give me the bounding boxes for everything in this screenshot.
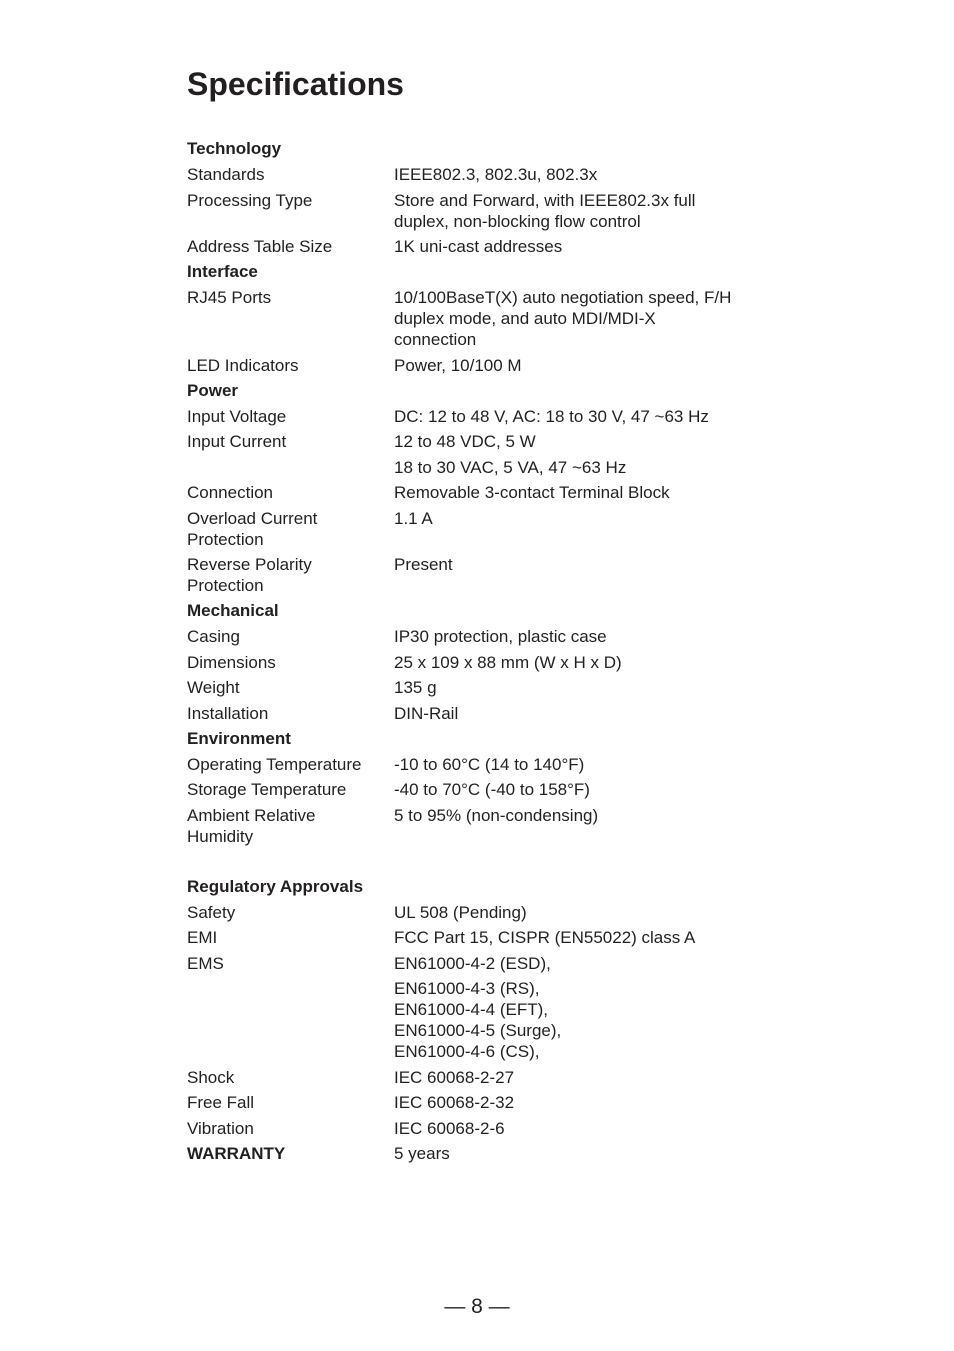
spec-label-line: Vibration bbox=[187, 1118, 254, 1138]
spec-row bbox=[187, 700, 787, 726]
spec-label bbox=[187, 805, 394, 847]
spec-value-line: Removable 3-contact Terminal Block bbox=[394, 483, 670, 502]
spec-label-line: Ambient Relative bbox=[187, 805, 316, 825]
spec-label-line: Operating Temperature bbox=[187, 754, 362, 774]
spec-value-line: duplex mode, and auto MDI/MDI-X bbox=[394, 309, 656, 328]
spec-row bbox=[187, 234, 787, 260]
spec-value-line: EN61000-4-3 (RS), bbox=[394, 979, 540, 998]
spec-label-line: Casing bbox=[187, 627, 240, 646]
spec-value bbox=[394, 626, 787, 647]
spec-value bbox=[394, 164, 787, 185]
spec-row bbox=[187, 1115, 787, 1141]
spec-label bbox=[187, 754, 394, 775]
section-heading: Power bbox=[187, 380, 239, 400]
spec-label-line: EMI bbox=[187, 928, 218, 947]
spec-label bbox=[187, 953, 394, 1063]
section-heading: Regulatory Approvals bbox=[187, 876, 364, 896]
spec-label-line: Input Current bbox=[187, 432, 287, 451]
spec-label bbox=[187, 164, 394, 185]
spec-value bbox=[394, 902, 787, 923]
spec-value-line: -40 to 70°C (-40 to 158°F) bbox=[394, 780, 590, 799]
spec-row bbox=[187, 429, 787, 480]
spec-value-line: connection bbox=[394, 330, 477, 349]
spec-value bbox=[394, 190, 787, 232]
spec-label bbox=[187, 1118, 394, 1139]
spec-value-line: DC: 12 to 48 V, AC: 18 to 30 V, 47 ~63 Hz bbox=[394, 406, 709, 426]
spec-label bbox=[187, 652, 394, 673]
spec-value-line: IEC 60068-2-32 bbox=[394, 1093, 515, 1112]
spec-row bbox=[187, 802, 787, 849]
spec-label-line: Safety bbox=[187, 902, 236, 922]
spec-value-line: EN61000-4-4 (EFT), bbox=[394, 1000, 548, 1019]
spec-value bbox=[394, 482, 787, 503]
spec-row bbox=[187, 950, 787, 1064]
section-heading: Interface bbox=[187, 262, 258, 281]
spec-label-line: Address Table Size bbox=[187, 237, 333, 256]
spec-value-line: 135 g bbox=[394, 678, 437, 697]
spec-value-line: UL 508 (Pending) bbox=[394, 902, 527, 922]
section-heading: Environment bbox=[187, 728, 291, 748]
spec-label-line: Free Fall bbox=[187, 1093, 255, 1112]
spec-value bbox=[394, 406, 787, 427]
spec-value-line: IEC 60068-2-27 bbox=[394, 1067, 515, 1087]
spec-label bbox=[187, 779, 394, 800]
spec-row bbox=[187, 505, 787, 552]
spec-label bbox=[187, 927, 394, 948]
spec-label-line: Overload Current bbox=[187, 508, 318, 528]
spec-value bbox=[394, 677, 787, 698]
warranty-label: WARRANTY bbox=[187, 1144, 286, 1163]
spec-row bbox=[187, 751, 787, 777]
spec-label bbox=[187, 482, 394, 503]
spec-value bbox=[394, 236, 787, 257]
spec-value bbox=[394, 508, 787, 550]
spec-label-line: Standards bbox=[187, 165, 265, 184]
section-heading: Technology bbox=[187, 139, 282, 158]
spec-label bbox=[187, 508, 394, 550]
spec-label-line: Dimensions bbox=[187, 652, 276, 672]
spec-value bbox=[394, 431, 787, 478]
section-heading: Mechanical bbox=[187, 601, 279, 620]
spec-row bbox=[187, 624, 787, 650]
spec-value bbox=[394, 1067, 787, 1088]
page-title: Specifications bbox=[187, 66, 404, 102]
spec-label-line: Protection bbox=[187, 529, 264, 549]
spec-value-line: 10/100BaseT(X) auto negotiation speed, F/H bbox=[394, 288, 732, 307]
spec-value-line: EN61000-4-2 (ESD), bbox=[394, 953, 551, 973]
spec-label bbox=[187, 190, 394, 232]
spec-row bbox=[187, 675, 787, 701]
spec-value bbox=[394, 953, 787, 1063]
section-gap bbox=[187, 849, 787, 874]
spec-label bbox=[187, 902, 394, 923]
specifications-table bbox=[187, 136, 787, 1166]
spec-row bbox=[187, 480, 787, 506]
spec-label bbox=[187, 703, 394, 724]
spec-value-line: -10 to 60°C (14 to 140°F) bbox=[394, 754, 585, 774]
spec-value-line: EN61000-4-6 (CS), bbox=[394, 1042, 540, 1061]
spec-label-line: Shock bbox=[187, 1067, 235, 1087]
spec-label-line: Reverse Polarity bbox=[187, 555, 312, 574]
spec-label-line: Protection bbox=[187, 576, 264, 595]
spec-label-line: Humidity bbox=[187, 826, 254, 846]
spec-label bbox=[187, 287, 394, 350]
spec-value-line: IEC 60068-2-6 bbox=[394, 1118, 505, 1138]
spec-label-line: Installation bbox=[187, 703, 269, 723]
spec-label-line: RJ45 Ports bbox=[187, 288, 272, 307]
spec-label bbox=[187, 406, 394, 427]
spec-value-line: Store and Forward, with IEEE802.3x full bbox=[394, 190, 696, 210]
spec-value bbox=[394, 805, 787, 847]
spec-label bbox=[187, 626, 394, 647]
spec-value bbox=[394, 927, 787, 948]
spec-row bbox=[187, 352, 787, 378]
spec-label bbox=[187, 1067, 394, 1088]
warranty-value: 5 years bbox=[394, 1144, 450, 1163]
spec-row bbox=[187, 285, 787, 353]
spec-value bbox=[394, 703, 787, 724]
spec-label-line: Processing Type bbox=[187, 190, 313, 210]
spec-value-line: 12 to 48 VDC, 5 W bbox=[394, 432, 536, 451]
spec-label bbox=[187, 554, 394, 596]
spec-row bbox=[187, 552, 787, 599]
spec-value-line: FCC Part 15, CISPR (EN55022) class A bbox=[394, 928, 696, 947]
spec-row bbox=[187, 1090, 787, 1116]
spec-row bbox=[187, 925, 787, 951]
spec-value bbox=[394, 652, 787, 673]
spec-value-line: 18 to 30 VAC, 5 VA, 47 ~63 Hz bbox=[394, 457, 627, 477]
spec-label-line: EMS bbox=[187, 953, 224, 973]
spec-value-line: 5 to 95% (non-condensing) bbox=[394, 805, 599, 825]
spec-value-line: duplex, non-blocking flow control bbox=[394, 211, 641, 231]
spec-label-line: Storage Temperature bbox=[187, 780, 347, 799]
spec-value bbox=[394, 779, 787, 800]
spec-value bbox=[394, 1092, 787, 1113]
spec-label-line: Weight bbox=[187, 678, 240, 697]
spec-row bbox=[187, 162, 787, 188]
spec-label bbox=[187, 431, 394, 478]
spec-row bbox=[187, 777, 787, 803]
spec-label-line: LED Indicators bbox=[187, 355, 299, 375]
spec-label bbox=[187, 1092, 394, 1113]
spec-label bbox=[187, 355, 394, 376]
spec-label bbox=[187, 236, 394, 257]
spec-label-line: Connection bbox=[187, 483, 274, 502]
spec-value-line: Present bbox=[394, 555, 453, 574]
spec-value bbox=[394, 355, 787, 376]
spec-label-line: Input Voltage bbox=[187, 406, 287, 426]
spec-value-line: IEEE802.3, 802.3u, 802.3x bbox=[394, 165, 598, 184]
spec-row bbox=[187, 899, 787, 925]
spec-value bbox=[394, 754, 787, 775]
spec-row bbox=[187, 403, 787, 429]
spec-row bbox=[187, 187, 787, 234]
spec-row bbox=[187, 1064, 787, 1090]
warranty-row bbox=[187, 1141, 787, 1167]
spec-value-line: EN61000-4-5 (Surge), bbox=[394, 1021, 562, 1040]
spec-value bbox=[394, 1118, 787, 1139]
spec-value-line: 1K uni-cast addresses bbox=[394, 237, 563, 256]
spec-value bbox=[394, 287, 787, 350]
spec-value-line: DIN-Rail bbox=[394, 703, 459, 723]
spec-row bbox=[187, 649, 787, 675]
spec-value-line: 25 x 109 x 88 mm (W x H x D) bbox=[394, 652, 622, 672]
spec-value bbox=[394, 554, 787, 596]
spec-value-line: 1.1 A bbox=[394, 508, 433, 528]
page-number: — 8 — bbox=[444, 1295, 510, 1318]
spec-value-line: IP30 protection, plastic case bbox=[394, 627, 607, 646]
spec-label bbox=[187, 677, 394, 698]
spec-value-line: Power, 10/100 M bbox=[394, 355, 522, 375]
